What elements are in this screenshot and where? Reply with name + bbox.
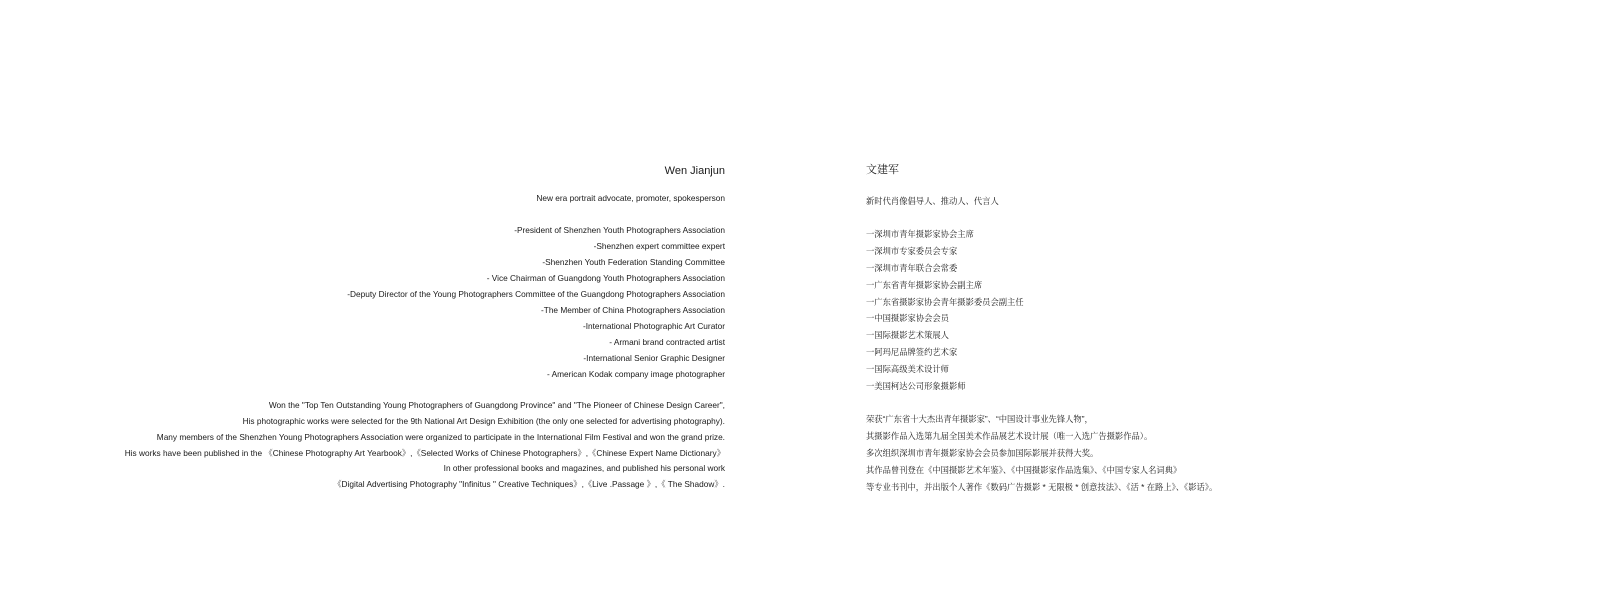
english-title-line: -The Member of China Photographers Association [540, 305, 725, 315]
chinese-title-line: 一深圳市专家委员会专家 [866, 246, 958, 256]
english-title-line: -Deputy Director of the Young Photographers Committee of the Guangdong Photographers Association [347, 289, 725, 299]
english-title-line: - American Kodak company image photographer [546, 369, 725, 379]
english-achievement-line: His photographic works were selected for the 9th National Art Design Exhibition (the only one selected for advertising photography). [242, 416, 725, 426]
english-name-heading: Wen Jianjun [664, 165, 725, 177]
chinese-achievement-line: 其作品曾刊登在《中国摄影艺术年鉴》、《中国摄影家作品选集》、《中国专家人名词典》 [866, 465, 1182, 475]
chinese-achievement-line: 多次组织深圳市青年摄影家协会会员参加国际影展并获得大奖。 [866, 448, 1099, 458]
english-tagline: New era portrait advocate, promoter, spokesperson [536, 193, 725, 203]
chinese-title-line: 一国际摄影艺术策展人 [866, 330, 949, 340]
english-title-line: -Shenzhen expert committee expert [593, 241, 725, 251]
chinese-name-heading: 文建军 [866, 164, 899, 176]
english-title-line: - Vice Chairman of Guangdong Youth Photographers Association [486, 273, 725, 283]
chinese-title-line: 一美国柯达公司形象摄影师 [866, 381, 966, 391]
english-title-line: -International Photographic Art Curator [582, 321, 725, 331]
english-title-line: -International Senior Graphic Designer [583, 353, 725, 363]
chinese-title-line: 一国际高级美术设计师 [866, 364, 949, 374]
english-title-line: -Shenzhen Youth Federation Standing Committee [542, 257, 725, 267]
chinese-title-line: 一广东省摄影家协会青年摄影委员会副主任 [866, 297, 1024, 307]
chinese-title-line: 一深圳市青年摄影家协会主席 [866, 229, 974, 239]
english-achievement-line: Won the "Top Ten Outstanding Young Photographers of Guangdong Province" and "The Pioneer of Chinese Design Career", [268, 400, 725, 410]
chinese-title-line: 一深圳市青年联合会常委 [866, 263, 958, 273]
english-achievement-line: In other professional books and magazines, and published his personal work [443, 463, 725, 473]
chinese-tagline: 新时代肖像倡导人、推动人、代言人 [866, 196, 999, 206]
english-title-line: -President of Shenzhen Youth Photographers Association [514, 225, 725, 235]
chinese-achievement-line: 等专业书刊中，并出版个人著作《数码广告摄影 * 无限极 * 创意技法》、《活 * 在路上》、《影话》。 [866, 482, 1218, 492]
chinese-achievement-line: 其摄影作品入选第九届全国美术作品展艺术设计展（唯一入选广告摄影作品）。 [866, 431, 1153, 441]
chinese-achievement-line: 荣获“广东省十大杰出青年摄影家”、“中国设计事业先锋人物”， [866, 414, 1093, 424]
english-achievement-line: 《Digital Advertising Photography "Infinitus " Creative Techniques》,《Live .Passage 》,《 The Shadow》. [333, 479, 725, 489]
english-achievement-line: His works have been published in the 《Chinese Photography Art Yearbook》,《Selected Works of Chinese Photographers》,《Chinese Expert Name Dictionary》 [124, 448, 725, 458]
english-title-line: - Armani brand contracted artist [609, 337, 725, 347]
chinese-title-line: 一广东省青年摄影家协会副主席 [866, 280, 983, 290]
chinese-title-line: 一中国摄影家协会会员 [866, 313, 949, 323]
english-achievement-line: Many members of the Shenzhen Young Photographers Association were organized to participate in the International Film Festival and won the grand prize. [156, 432, 725, 442]
chinese-title-line: 一阿玛尼品牌签约艺术家 [866, 347, 958, 357]
